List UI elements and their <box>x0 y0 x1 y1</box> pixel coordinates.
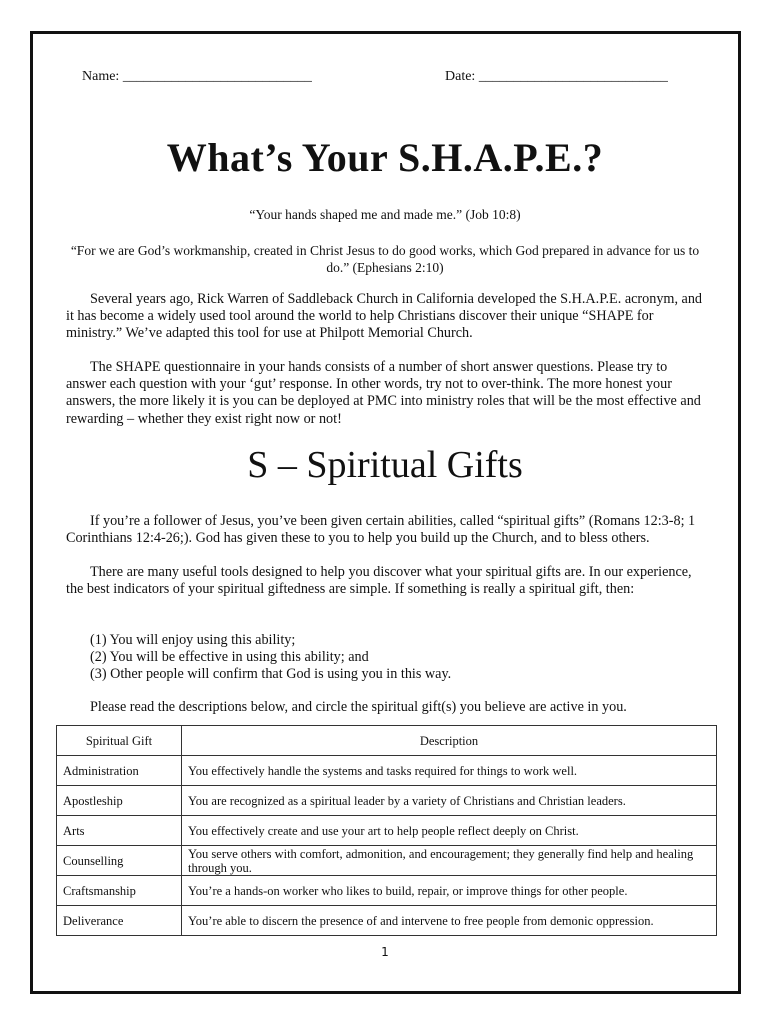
gift-description: You’re a hands-on worker who likes to build, repair, or improve things for other people. <box>182 876 717 906</box>
gift-name[interactable]: Arts <box>57 816 182 846</box>
spiritual-gifts-table <box>56 725 717 936</box>
quote-ephesians: “For we are God’s workmanship, created in Christ Jesus to do good works, which God prepared in advance for us to do.” (Ephesians 2:10) <box>70 243 700 275</box>
gift-name[interactable]: Apostleship <box>57 786 182 816</box>
name-field[interactable]: Name: ___________________________ <box>82 69 312 84</box>
gifts-paragraph-1-text: If you’re a follower of Jesus, you’ve been given certain abilities, called “spiritual gifts” (Romans 12:3-8; 1 Corinthians 12:4-26;). God has given these to you to help you build up the Church, and to bless others. <box>66 513 696 547</box>
gift-description: You effectively handle the systems and tasks required for things to work well. <box>182 756 717 786</box>
gift-description: You’re able to discern the presence of and intervene to free people from demonic oppression. <box>182 906 717 936</box>
gift-name[interactable]: Craftsmanship <box>57 876 182 906</box>
page-title: What’s Your S.H.A.P.E.? <box>166 135 604 180</box>
list-item: (3) Other people will confirm that God is using you in this way. <box>90 666 452 683</box>
gifts-paragraph-2-text: There are many useful tools designed to help you discover what your spiritual gifts are. In our experience, the best indicators of your spiritual giftedness are simple. If something is really a spiritual gift, then: <box>66 564 692 598</box>
column-header-gift: Spiritual Gift <box>57 726 182 756</box>
date-field[interactable]: Date: ___________________________ <box>445 69 668 84</box>
gift-name[interactable]: Administration <box>57 756 182 786</box>
page-number: 1 <box>381 945 389 959</box>
table-row[interactable] <box>57 906 717 936</box>
list-item: (2) You will be effective in using this ability; and <box>90 649 369 666</box>
column-header-description: Description <box>182 726 717 756</box>
gifts-paragraph-2 <box>66 564 706 598</box>
intro-paragraph-1 <box>66 291 706 343</box>
gifts-paragraph-1 <box>66 513 706 547</box>
quote-job: “Your hands shaped me and made me.” (Job 10:8) <box>249 207 521 222</box>
table-row[interactable] <box>57 786 717 816</box>
gift-description: You are recognized as a spiritual leader by a variety of Christians and Christian leaders. <box>182 786 717 816</box>
intro-paragraph-2 <box>66 359 706 428</box>
gift-name[interactable]: Counselling <box>57 846 182 876</box>
gift-name[interactable]: Deliverance <box>57 906 182 936</box>
criteria-list <box>90 632 451 684</box>
gift-description: You serve others with comfort, admonition, and encouragement; they generally find help and healing through you. <box>182 846 717 876</box>
intro-paragraph-2-text: The SHAPE questionnaire in your hands consists of a number of short answer questions. Please try to answer each question with your ‘gut’ response. In other words, try not to over-think. The more honest your answers, the more likely it is you can be deployed at PMC into ministry roles that will be the most effective and rewarding – whether they exist right now or not! <box>66 359 701 427</box>
table-header-row <box>57 726 717 756</box>
intro-paragraph-1-text: Several years ago, Rick Warren of Saddleback Church in California developed the S.H.A.P.E. acronym, and it has become a widely used tool around the world to help Christians discover their unique “SHAPE for ministry.” We’ve adapted this tool for use at Philpott Memorial Church. <box>66 291 703 342</box>
section-title: S – Spiritual Gifts <box>247 444 523 486</box>
table-row[interactable] <box>57 756 717 786</box>
instruction-text: Please read the descriptions below, and circle the spiritual gift(s) you believe are active in you. <box>90 699 627 715</box>
table-row[interactable] <box>57 876 717 906</box>
gift-description: You effectively create and use your art to help people reflect deeply on Christ. <box>182 816 717 846</box>
list-item: (1) You will enjoy using this ability; <box>90 632 296 648</box>
table-row[interactable] <box>57 816 717 846</box>
table-row[interactable] <box>57 846 717 876</box>
